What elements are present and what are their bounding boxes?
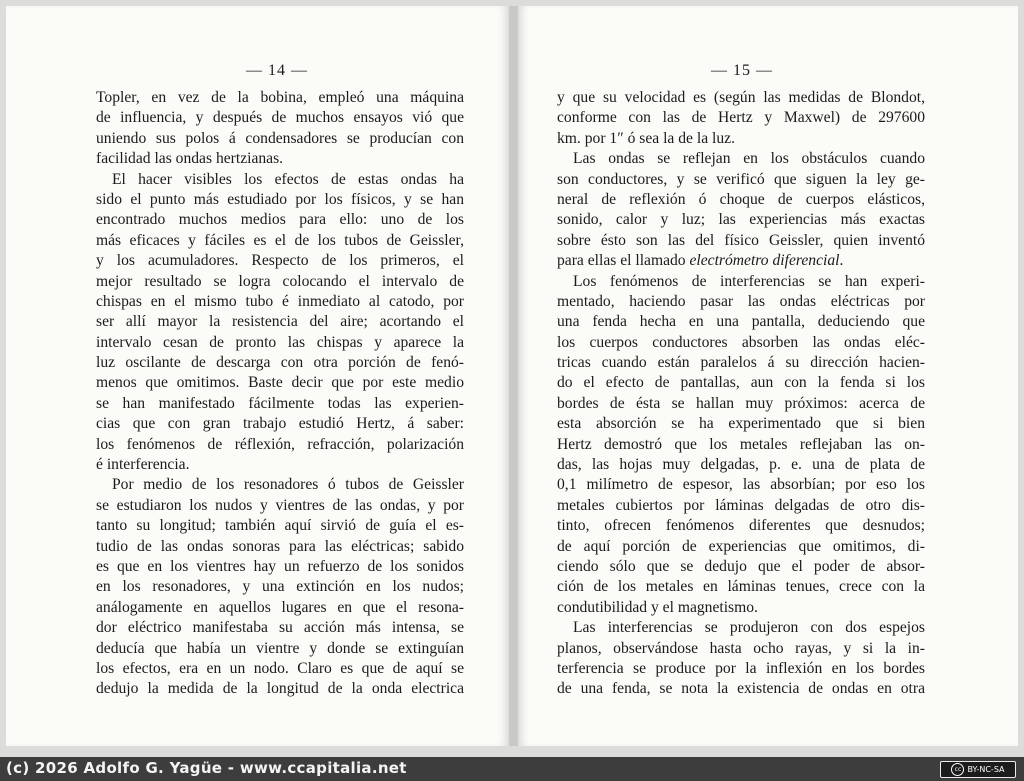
text-line-content: para ellas el llamado: [557, 252, 690, 270]
text-line: [557, 88, 925, 108]
text-line: [557, 435, 925, 455]
text-line: [96, 272, 464, 292]
text-line: [557, 659, 925, 679]
text-line-content: de una fenda, se nota la existencia de ondas en otra: [557, 680, 925, 698]
text-line: [557, 475, 925, 495]
text-line: [96, 251, 464, 271]
text-line: [96, 435, 464, 455]
text-line: [557, 231, 925, 251]
text-line-content: Los fenómenos de interferencias se han experi-: [573, 272, 925, 290]
text-line-content: El hacer visibles los efectos de estas ondas ha: [112, 170, 464, 188]
text-line: [96, 170, 464, 190]
text-line: [557, 210, 925, 230]
text-line-content: Hertz demostró que los metales reflejaban las on-: [557, 435, 925, 453]
text-line-content: metales cubiertos por láminas delgadas de otro dis-: [557, 496, 925, 514]
text-line: [96, 88, 464, 108]
text-line-content: dedujo la medida de la longitud de la onda electrica: [96, 680, 464, 698]
text-line-content: mentado, haciendo pasar las ondas eléctricas por: [557, 292, 925, 310]
text-line: [557, 170, 925, 190]
text-line: [557, 108, 925, 128]
text-line-content: Por medio de los resonadores ó tubos de Geissler: [112, 476, 464, 494]
book-gutter: [509, 6, 518, 746]
license-label: BY-NC-SA: [967, 765, 1005, 774]
text-line: [557, 394, 925, 414]
text-line: [96, 639, 464, 659]
text-line: [557, 251, 925, 271]
text-line: [96, 659, 464, 679]
license-badge[interactable]: [940, 761, 1016, 778]
text-line-content: se estudiaron los nudos y vientres de las ondas, y por: [96, 496, 464, 514]
text-line-content: mejor resultado se logra colocando el intervalo de: [96, 272, 464, 290]
text-line: [557, 129, 925, 149]
text-line: [557, 333, 925, 353]
text-line-content: Topler, en vez de la bobina, empleó una máquina: [96, 89, 464, 106]
text-line: [96, 618, 464, 638]
text-line-content: son conductores, y se verificó que siguen la ley ge-: [557, 170, 925, 188]
text-line: [557, 190, 925, 210]
text-line-content: 0,1 milímetro de espesor, las absorbían; por eso los: [557, 476, 925, 494]
text-line-content: en los resonadores, y una extinción en los nudos;: [96, 578, 464, 596]
text-line: [96, 129, 464, 149]
text-line-content: sobre ésto son las del físico Geissler, quien inventó: [557, 231, 925, 249]
text-line-content: neral de reflexión ó choque de cuerpos elásticos,: [557, 190, 925, 208]
text-line-content: bordes de ésta se hallan muy próximos: acerca de: [557, 394, 925, 412]
text-line-content: condutibilidad y el magnetismo.: [557, 598, 758, 616]
left-page-text: [96, 88, 464, 700]
text-line: [557, 537, 925, 557]
text-line-content: sonido, calor y luz; las experiencias más exactas: [557, 211, 925, 229]
text-line: [96, 108, 464, 128]
text-line-content: menos que omitimos. Baste decir que por este medio: [96, 374, 464, 392]
text-line-content: luz oscilante de descarga con otra porción de fenó-: [96, 354, 464, 372]
text-line: [96, 577, 464, 597]
text-line-content: los cuerpos conductores absorben las ondas eléc-: [557, 333, 925, 351]
text-line-content: los fenómenos de réflexión, refracción, polarización: [96, 435, 464, 453]
text-line-content: y los acumuladores. Respecto de los primeros, el: [96, 252, 464, 270]
text-line-content: é interferencia.: [96, 456, 190, 474]
text-line-content: uniendo sus polos á condensadores se producían con: [96, 129, 464, 147]
text-line-content: tinto, ofrecen fenómenos diferentes que desnudos;: [557, 517, 925, 535]
text-line-content: deducía que había un vientre y donde se extinguían: [96, 639, 464, 657]
text-line-content: encontrado muchos medios para ello: uno de los: [96, 211, 464, 229]
text-line-content: esta absorción se ha experimentado que si bien: [557, 415, 925, 433]
text-line: [96, 231, 464, 251]
text-line: [557, 272, 925, 292]
page-number-right: — 15 —: [711, 62, 773, 79]
text-line-content: intervalo cesan de pronto las chispas y aparece la: [96, 333, 464, 351]
text-line-content: ser allí mayor la resistencia del aire; acortando el: [96, 313, 464, 331]
text-line: [96, 414, 464, 434]
text-line-content: una fenda hecha en una pantalla, deduciendo que: [557, 313, 925, 331]
text-line: [96, 149, 464, 169]
text-line: [96, 537, 464, 557]
text-line: [557, 353, 925, 373]
text-line: [557, 292, 925, 312]
text-line-content: tudio de las ondas sonoras para las eléctricas; sabido: [96, 537, 464, 555]
text-line-content: análogamente en aquellos lugares en que el resona-: [96, 598, 464, 616]
text-line-content: es que en los vientres hay un refuerzo de los sonidos: [96, 557, 464, 575]
text-line: [557, 557, 925, 577]
text-line-content: y que su velocidad es (según las medidas de Blondot,: [557, 89, 925, 106]
text-line-content: más eficaces y fáciles es el de los tubos de Geissler,: [96, 231, 464, 249]
text-line: [96, 598, 464, 618]
text-line: [557, 577, 925, 597]
text-line-content: los efectos, era en un nodo. Claro es que de aquí se: [96, 659, 464, 677]
text-line-content: sido el punto más estudiado por los físicos, y se han: [96, 190, 464, 208]
text-line: [557, 618, 925, 638]
text-line-content: km. por 1″ ó sea la de la luz.: [557, 129, 735, 147]
text-line-content: de aquí porción de experiencias que omitimos, di-: [557, 537, 925, 555]
text-line: [96, 190, 464, 210]
text-line-content: das, las hojas muy delgadas, p. e. una de plata de: [557, 456, 925, 474]
copyright-credit: (c) 2026 Adolfo G. Yagüe - www.ccapitalia.net: [6, 759, 407, 777]
text-line-content: dor eléctrico manifestaba su acción más intensa, se: [96, 619, 464, 637]
text-line-content: ción de los metales en láminas tenues, crece con la: [557, 578, 925, 596]
text-line-content: de influencia, y después de muchos ensayos vió que: [96, 109, 464, 127]
text-line: [96, 455, 464, 475]
text-line-content: terferencia se produce por la inflexión en los bordes: [557, 659, 925, 677]
text-line: [96, 353, 464, 373]
left-page: [6, 6, 509, 746]
text-line: [96, 496, 464, 516]
text-line: [557, 455, 925, 475]
text-line: [557, 414, 925, 434]
text-line: [96, 312, 464, 332]
text-line-content: tanto su longitud; también aquí sirvió de guía el es-: [96, 517, 464, 535]
text-line-content: Las interferencias se produjeron con dos espejos: [573, 619, 925, 637]
text-line: [557, 312, 925, 332]
text-line: [96, 333, 464, 353]
right-page: [518, 6, 1018, 746]
cc-icon: cc: [951, 763, 964, 776]
text-line-content: planos, observándose hasta ocho rayas, y si la in-: [557, 639, 925, 657]
text-line: [557, 149, 925, 169]
footer-bar: [0, 757, 1024, 781]
page-number-left: — 14 —: [246, 62, 308, 79]
text-line: [96, 557, 464, 577]
text-line: [557, 516, 925, 536]
text-line: [557, 639, 925, 659]
text-line: [557, 373, 925, 393]
text-line-content: cias que con gran trabajo estudió Hertz, á saber:: [96, 415, 464, 433]
text-line-content: chispas en el mismo tubo é inmediato al catodo, por: [96, 292, 464, 310]
italic-term: electrómetro diferencial: [689, 252, 840, 270]
text-line: [557, 598, 925, 618]
text-line: [96, 679, 464, 699]
right-page-text: [557, 88, 925, 700]
text-line: [96, 210, 464, 230]
text-line-content: do el efecto de pantallas, aun con la fenda si los: [557, 374, 925, 392]
text-line: [96, 475, 464, 495]
text-line-content: tricas cuando están paralelos á su dirección hacien-: [557, 354, 925, 372]
text-line-content: facilidad las ondas hertzianas.: [96, 150, 284, 168]
text-line: [96, 292, 464, 312]
text-line-content: Las ondas se reflejan en los obstáculos cuando: [573, 150, 925, 168]
text-line-content: ciendo sólo que se dedujo que el poder de absor-: [557, 557, 925, 575]
text-line-content: conforme con las de Hertz y Maxwel) de 297600: [557, 109, 925, 127]
text-line: [96, 373, 464, 393]
text-line-content: se han manifestado fácilmente todas las experien-: [96, 394, 464, 412]
text-line: [557, 679, 925, 699]
text-line: [96, 394, 464, 414]
text-line: [557, 496, 925, 516]
text-line-suffix: .: [839, 252, 844, 270]
text-line: [96, 516, 464, 536]
